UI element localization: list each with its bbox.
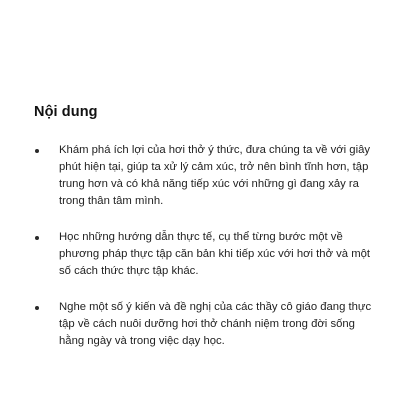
list-item [34, 229, 374, 280]
list-item-text: Khám phá ích lợi của hơi thở ý thức, đưa chúng ta về với giây phút hiện tại, giúp ta xử lý cảm xúc, trở nên bình tĩnh hơn, tập trung hơn và có khả năng tiếp xúc với những gì đang xảy ra trong thân tâm mình. [59, 144, 371, 207]
list-item-text: Nghe một số ý kiến và đề nghị của các thầy cô giáo đang thực tập về cách nuôi dưỡng hơi thở chánh niệm trong đời sống hằng ngày và trong việc dạy học. [59, 301, 372, 347]
list-item [34, 142, 374, 210]
bullet-dot-icon [35, 236, 39, 240]
bullet-dot-icon [35, 306, 39, 310]
bullet-dot-icon [35, 149, 39, 153]
section-title: Nội dung [34, 104, 98, 120]
content-bullet-list [34, 142, 374, 369]
list-item [34, 299, 374, 350]
list-item-text: Học những hướng dẫn thực tế, cụ thể từng bước một về phương pháp thực tập căn bản khi tiếp xúc với hơi thở và một số cách thức thực tập khác. [59, 231, 371, 277]
